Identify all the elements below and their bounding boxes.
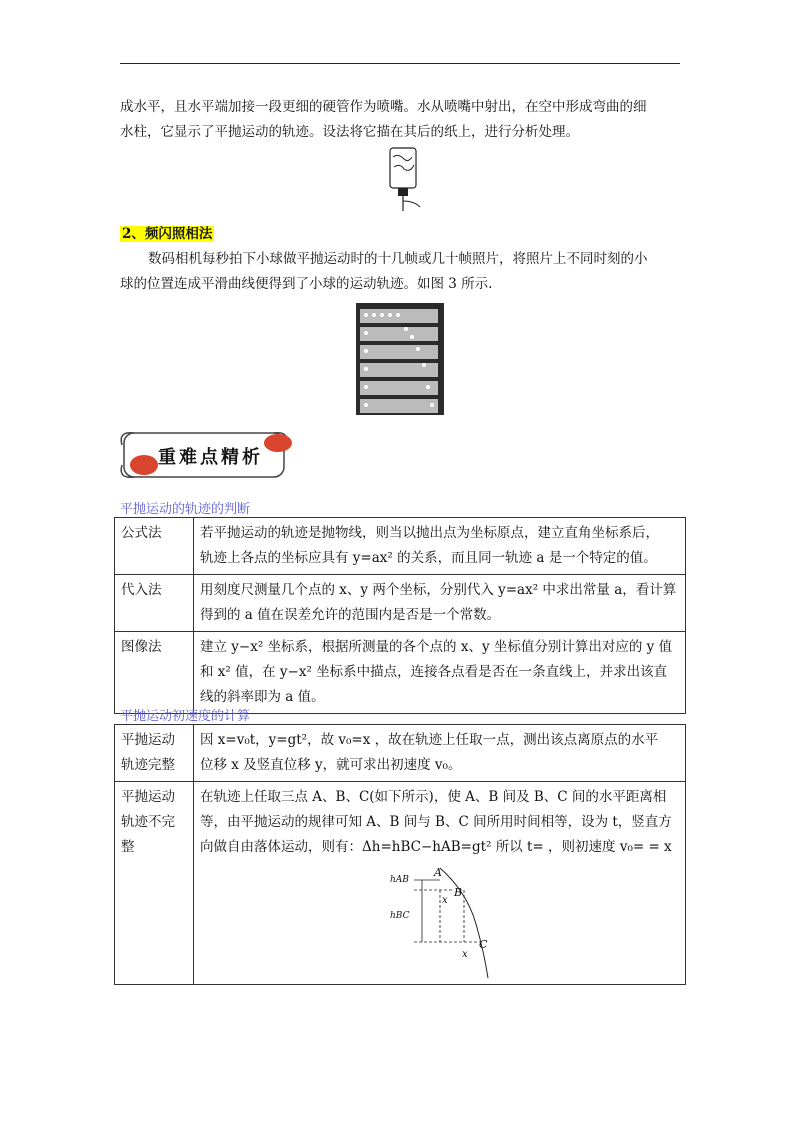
table-row [115, 632, 686, 714]
intro-line-1: 成水平，且水平端加接一段更细的硬管作为喷嘴。水从喷嘴中射出，在空中形成弯曲的细 [120, 99, 647, 115]
intro-line-2: 水柱，它显示了平抛运动的轨迹。设法将它描在其后的纸上，进行分析处理。 [120, 124, 579, 140]
row-label: 平抛运动 轨迹完整 [115, 725, 194, 782]
label-A: A [434, 866, 442, 879]
row-label: 代入法 [115, 575, 194, 632]
label-x2: x [462, 949, 468, 960]
section-2-title: 2、频闪照相法 [122, 226, 213, 242]
table-row [115, 782, 686, 985]
label-x1: x [442, 895, 448, 906]
table-2-heading: 平抛运动初速度的计算 [120, 709, 251, 724]
label-hAB: hAB [390, 875, 409, 885]
table-row [115, 575, 686, 632]
row-label: 平抛运动 轨迹不完 整 [115, 782, 194, 985]
label-B: B [454, 886, 463, 899]
trajectory-diagram [392, 862, 512, 980]
table-1-heading: 平抛运动的轨迹的判断 [120, 502, 251, 517]
trajectory-judgment-table [114, 517, 686, 714]
section-2-line-1: 数码相机每秒拍下小球做平抛运动时的十几帧或几十帧照片，将照片上不同时刻的小 [148, 251, 648, 267]
row-content: 在轨迹上任取三点 A、B、C(如下所示)，使 A、B 间及 B、C 间的水平距离相 等，由平抛运动的规律可知 A、B 间与 B、C 间所用时间相等，设为 t，竖直方 向做自由落体运动，则有：Δh=hBC−hAB=gt² 所以 t= ，则初速度 v₀= = x A B C hAB hBC x x [194, 782, 686, 985]
logo-text: 重难点精析 [158, 447, 263, 468]
row-label: 公式法 [115, 518, 194, 575]
section-2-line-2: 球的位置连成平滑曲线便得到了小球的运动轨迹。如图 3 所示. [120, 276, 493, 292]
label-C: C [479, 938, 488, 951]
row-content: 建立 y−x² 坐标系，根据所测量的各个点的 x、y 坐标值分别计算出对应的 y 值 和 x² 值，在 y−x² 坐标系中描点，连接各点看是否在一条直线上，并求出该直 线的斜率即为 a 值。 [194, 632, 686, 714]
section-2-paragraph [120, 247, 685, 297]
row-label: 图像法 [115, 632, 194, 714]
row-content: 因 x=v₀t，y=gt²，故 v₀=x ，故在轨迹上任取一点，测出该点离原点的水平 位移 x 及竖直位移 y，就可求出初速度 v₀。 [194, 725, 686, 782]
water-bottle-figure [380, 143, 430, 213]
label-hBC: hBC [390, 911, 410, 921]
strobe-photo-figure [356, 303, 444, 415]
initial-velocity-table [114, 724, 686, 985]
table-row [115, 518, 686, 575]
intro-paragraph [120, 95, 685, 145]
key-points-logo [118, 425, 298, 485]
row-content: 若平抛运动的轨迹是抛物线，则当以抛出点为坐标原点，建立直角坐标系后， 轨迹上各点的坐标应具有 y=ax² 的关系，而且同一轨迹 a 是一个特定的值。 [194, 518, 686, 575]
header-rule [120, 63, 680, 64]
row-content: 用刻度尺测量几个点的 x、y 两个坐标，分别代入 y=ax² 中求出常量 a，看计算 得到的 a 值在误差允许的范围内是否是一个常数。 [194, 575, 686, 632]
table-row [115, 725, 686, 782]
